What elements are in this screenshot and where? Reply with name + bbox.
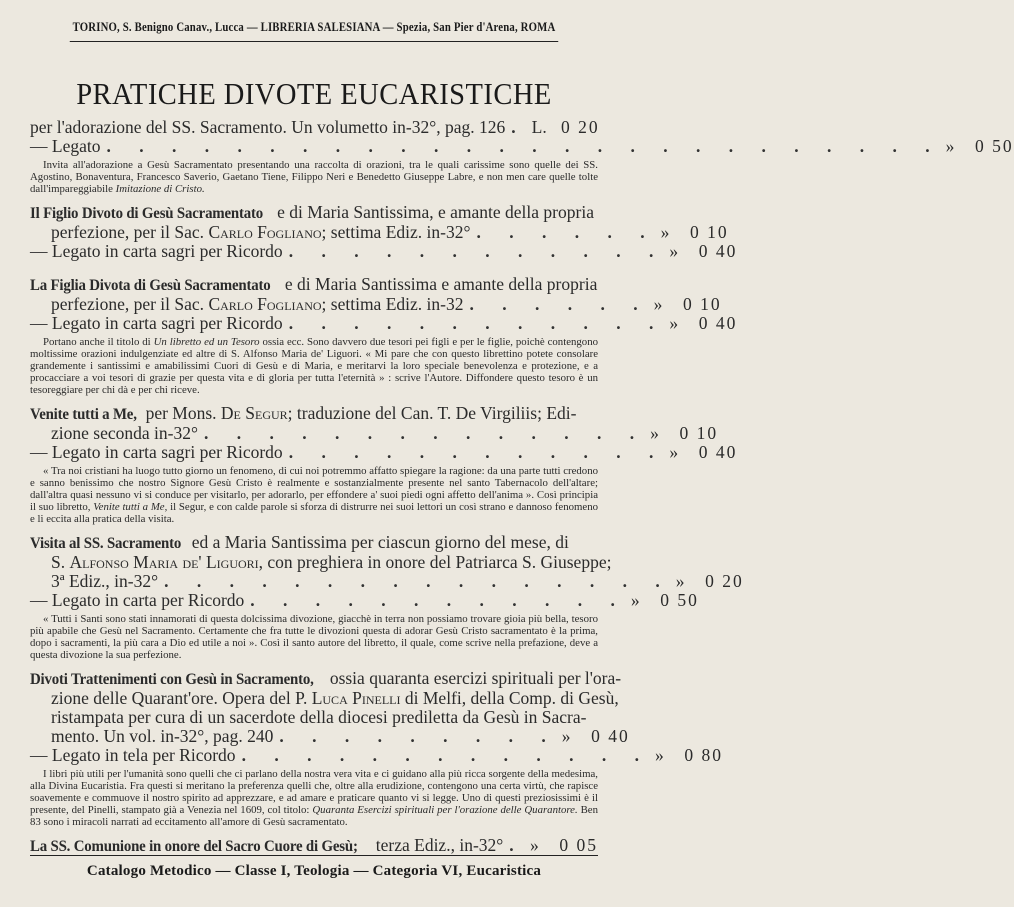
price: [646, 424, 718, 443]
spacer: [30, 261, 598, 271]
entry-line: [30, 118, 598, 137]
entry-title: La SS. Comunione in onore del Sacro Cuore di Gesù;: [30, 838, 358, 855]
description-text: « Tra noi cristiani ha luogo tutto giorno un fenomeno, di cui noi potremmo affatto spiegare la ragione: da una parte tutti credono e sanno benissimo che nostro Signore Gesù Cristo è realmente e sostanzialmente presente nel santo Tabernacolo dell'altare; dall'altra quasi nessuno vi si conduce per visitarlo, per adorarlo, per effondere a' suoi piedi ogni affetto dell'anima ». Così principia il suo libretto,: [30, 465, 598, 513]
entry-line: [30, 836, 598, 856]
author-name: Alfonso Maria de' Liguori: [69, 552, 259, 572]
entry-text: — Legato: [30, 136, 101, 156]
currency: »: [650, 423, 659, 443]
entry-line: [30, 442, 738, 462]
entry-text: S.: [51, 552, 70, 572]
price-value: 0 50: [660, 590, 699, 610]
entry-figlia-divota: [30, 274, 738, 396]
description-text: ossia ecc. Sono davvero due tesori pei figli e per le figlie, poichè contengono moltissime orazioni indulgenziate ed altre di S. Alfonso Maria de' Liguori. « Mi pare che con questo librettino potete consolare grandemente i santissimi e amabilissimi Cuori di Gesù e di Maria, e meritarvi la loro speciale benevolenza e protezione, e a procacciare a voi tesori di grazie per questa vita e di gloria per tutta l'eternità » : scrive l'Autore. Diffondere questo tesoro è un tesoreggiare per chi dà e per chi riceve.: [30, 336, 598, 396]
price-value: 0 40: [591, 726, 630, 746]
entry-text: — Legato in carta sagri per Ricordo: [30, 442, 283, 462]
currency: »: [669, 442, 679, 462]
currency: »: [530, 835, 539, 855]
entry-line: [30, 590, 699, 610]
entry-text: 3ª Ediz., in-32°: [51, 571, 159, 591]
price-value: 0 10: [682, 294, 722, 314]
price-value: 0 20: [705, 571, 744, 591]
description-text: Invita all'adorazione a Gesù Sacramentato presentando una raccolta di orazioni, tra le quali carissime sono quelle dei SS. Agostino, Bonaventura, Francesco Saverio, Gaetano Tiene, Filippo Neri e Benedetto Giuseppe Labre, e non men care quelle tolte dall'impareggiabile: [30, 159, 598, 195]
entry-title: Divoti Trattenimenti con Gesù in Sacramento,: [30, 671, 314, 688]
entry-text: — Legato in carta per Ricordo: [30, 590, 245, 610]
entry-line: [30, 571, 744, 591]
leader-dots: . . . . . . . . . . . .: [250, 590, 627, 610]
entry-text: per l'adorazione del SS. Sacramento. Un volumetto in-32°, pag. 126: [30, 117, 506, 137]
entry-text: perfezione, per il Sac.: [51, 294, 209, 314]
entry-text: e di Maria Santissima, e amante della propria: [272, 202, 594, 222]
author-name: Carlo Fogliano: [208, 222, 322, 242]
entry-text: mento. Un vol. in-32°, pag. 240: [51, 726, 274, 746]
description-italic: Quaranta Esercizi spirituali per l'orazione delle Quarantore.: [312, 804, 578, 816]
page-title: PRATICHE DIVOTE EUCARISTICHE: [76, 76, 552, 111]
entry-line: [30, 294, 722, 314]
price-value: 0 20: [561, 117, 600, 137]
entry-description: « Tutti i Santi sono stati innamorati di questa dolcissima divozione, giacchè in terra non possiamo trovare gioia più bella, tesoro più apabile che Gesù nel Sacramento. Certamente che fra tutte le divozioni questa di adorar Gesù Cristo sacramentato è la prima, dopo i sacramenti, la più cara a Dio ed utile a noi ». Così il santo autore del libretto, il quale, come scrive nella prefazione, deve a questa divozione la sua perfezione.: [30, 613, 598, 661]
currency: »: [669, 313, 679, 333]
leader-dots: . . . . . . . . . . . . . . . . . . . . . . . . . .: [106, 136, 942, 156]
currency: »: [561, 726, 571, 746]
description-text: Ben 83 sono i miracoli narrati ad eccitamento all'amore di Gesù sacramentato.: [30, 804, 598, 828]
entry-line: [30, 745, 723, 765]
author-name: De Segur: [220, 403, 288, 423]
leader-dots: . . . . . . . . . . . .: [288, 313, 666, 333]
description-italic: Venite tutti a Me,: [93, 501, 168, 513]
entry-description: [30, 336, 598, 396]
price: [627, 591, 699, 610]
currency: »: [630, 590, 640, 610]
description-italic: Un libretto ed un Tesoro: [153, 336, 260, 348]
price-value: 0 10: [689, 222, 729, 242]
leader-dots: . . . . . . . . . . . .: [288, 241, 666, 261]
entry-title: Venite tutti a Me,: [30, 406, 137, 423]
currency: »: [654, 745, 664, 765]
description-text: il Segur, e con calde parole si sforza di distrurre nei suoi lettori un così strano e dannoso fenomeno e li eccita alla pratica della visita.: [30, 501, 598, 525]
entry-text: ed a Maria Santissima per ciascun giorno del mese, di: [187, 532, 569, 552]
price: [942, 137, 1014, 156]
entry-text: e di Maria Santissima e amante della propria: [280, 274, 598, 294]
leader-dots: . . . . . . . . .: [279, 726, 558, 746]
entry-text: zione seconda in-32°: [51, 423, 198, 443]
entry-venite-tutti: [30, 403, 738, 525]
entry-text: zione delle Quarant'ore. Opera del P.: [51, 688, 312, 708]
author-name: Luca Pinelli: [311, 688, 401, 708]
entry-line: [30, 222, 729, 242]
entry-text: , con preghiera in onore del Patriarca S. Giuseppe;: [258, 552, 612, 572]
entry-line: [30, 533, 598, 553]
price: [657, 223, 729, 242]
description-text: Portano anche il titolo di: [43, 336, 154, 348]
entry-title: Visita al SS. Sacramento: [30, 535, 182, 552]
currency: L.: [531, 117, 547, 137]
entry-text: perfezione, per il Sac.: [51, 222, 209, 242]
entry-divoti-trattenimenti: [30, 668, 723, 828]
entry-line: [30, 688, 619, 708]
entry-text: — Legato in carta sagri per Ricordo: [30, 313, 283, 333]
entry-title: Il Figlio Divoto di Gesù Sacramentato: [30, 205, 264, 222]
entry-line: [30, 726, 630, 746]
entry-line: [30, 136, 1014, 156]
leader-dots: . . . . . .: [476, 222, 657, 242]
description-italic: Imitazione di Cristo.: [115, 183, 205, 195]
page-footer: Catalogo Metodico — Classe I, Teologia — Categoria VI, Eucaristica: [30, 855, 598, 880]
entry-line: [30, 404, 598, 424]
price-value: 0 40: [698, 442, 738, 462]
currency: »: [945, 136, 955, 156]
leader-dots: . . . . . . . . . . . . . . . .: [164, 571, 672, 591]
currency: »: [675, 571, 685, 591]
entry-text: ; settima Ediz. in-32: [321, 294, 464, 314]
price: [528, 118, 600, 137]
currency: »: [660, 222, 670, 242]
entry-text: — Legato in carta sagri per Ricordo: [30, 241, 283, 261]
price: [665, 443, 737, 462]
entry-line: [30, 203, 598, 223]
leader-dots: . . . . . . . . . . . .: [288, 442, 666, 462]
price: [558, 727, 630, 746]
entry-text: ossia quaranta esercizi spirituali per l'ora-: [325, 668, 622, 688]
entry-text: ristampata per cura di un sacerdote della diocesi prediletta da Gesù in Sacra-: [51, 707, 587, 727]
leader-dots: .: [509, 835, 526, 855]
price-value: 0 40: [698, 313, 738, 333]
entry-visita-sacramento: [30, 532, 744, 661]
entry-figlio-divoto: [30, 202, 738, 261]
entry-line: [30, 552, 612, 572]
entry-text: di Melfi, della Comp. di Gesù,: [400, 688, 619, 708]
price: [526, 836, 598, 855]
leader-dots: . . . . . . . . . . . . . .: [203, 423, 647, 443]
price: [665, 314, 737, 333]
description-text: I libri più utili per l'umanità sono quelli che ci parlano della nostra vera vita e ci guidano alla più ricca sorgente della medesima, alla Divina Eucaristia. Fra questi si meritano la preferenza quelli che, oltre alla erudizione, contengono una certa virtù, che rapisce soavemente e commuove il nostro spirito ad apprezzare, e ad amare e praticare quanto vi si legge. Uno di questi preziosissimi è il presente, del Pinelli, stampato già a Venezia nel 1609, col titolo:: [30, 768, 598, 816]
leader-dots: . . . . . .: [469, 294, 650, 314]
entry-line: [30, 668, 622, 689]
price-value: 0 40: [698, 241, 738, 261]
currency: »: [669, 241, 679, 261]
entry-description: [30, 465, 598, 525]
entry-description: [30, 159, 598, 195]
page-header: TORINO, S. Benigno Canav., Lucca — LIBRERIA SALESIANA — Spezia, San Pier d'Arena, ROMA: [70, 0, 558, 42]
price-value: 0 80: [684, 745, 723, 765]
entry-line: [30, 708, 598, 727]
price: [651, 746, 723, 765]
price: [650, 295, 722, 314]
entry-line: [30, 313, 738, 333]
entry-line: [30, 423, 719, 443]
entry-text: ; traduzione del Can. T. De Virgiliis; Edi-: [287, 403, 577, 423]
price: [672, 572, 744, 591]
entry-description: [30, 768, 598, 828]
entry-text: per Mons.: [141, 403, 221, 423]
entry-adorazione: [30, 117, 1014, 195]
leader-dots: .: [511, 117, 528, 137]
entry-title: La Figlia Divota di Gesù Sacramentato: [30, 277, 271, 294]
price-value: 0 50: [974, 136, 1014, 156]
entry-text: terza Ediz., in-32°: [371, 835, 504, 855]
entry-line: [30, 241, 738, 261]
price-value: 0 05: [559, 835, 598, 855]
entry-text: ; settima Ediz. in-32°: [321, 222, 471, 242]
price: [665, 242, 737, 261]
entry-text: — Legato in tela per Ricordo: [30, 745, 236, 765]
currency: »: [653, 294, 663, 314]
entry-ss-comunione: [30, 836, 598, 856]
leader-dots: . . . . . . . . . . . . .: [241, 745, 651, 765]
entry-line: [30, 275, 598, 295]
author-name: Carlo Fogliano: [208, 294, 322, 314]
price-value: 0 10: [679, 423, 719, 443]
